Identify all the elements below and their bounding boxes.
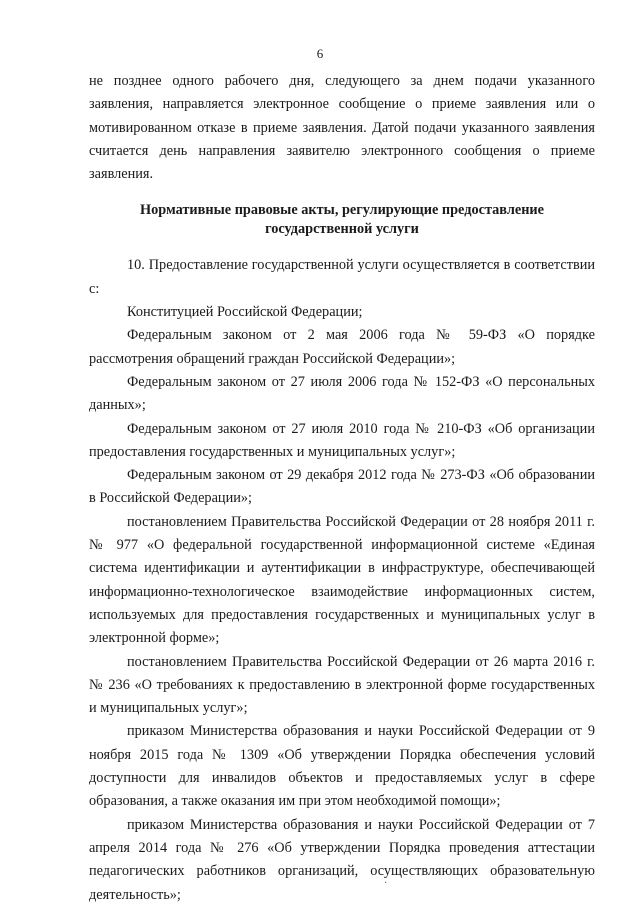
paragraph-resolution-236: постановлением Правительства Российской Федерации от 26 марта 2016 г. № 236 «О требованиях к предоставлению в электронной форме государственных и муниципальных услуг»; (89, 653, 595, 717)
section-heading-line-1: Нормативные правовые акты, регулирующие предоставление (139, 202, 545, 219)
section-heading-line-2: государственной услуги (265, 221, 419, 238)
paragraph-law-59fz: Федеральным законом от 2 мая 2006 года № 59-ФЗ «О порядке рассмотрения обращений граждан Российской Федерации»; (89, 327, 595, 367)
section-heading (89, 201, 595, 239)
document-body (89, 70, 595, 907)
paragraph-law-210fz: Федеральным законом от 27 июля 2010 года № 210-ФЗ «Об организации предоставления государственных и муниципальных услуг»; (89, 420, 595, 460)
paragraph-order-1309: приказом Министерства образования и науки Российской Федерации от 9 ноября 2015 года № 1309 «Об утверждении Порядка обеспечения условий доступности для инвалидов объектов и предоставляемых услуг в сфере образования, а также оказания им при этом необходимой помощи»; (89, 723, 595, 810)
footer-mark: · (384, 878, 388, 889)
paragraph-resolution-977: постановлением Правительства Российской Федерации от 28 ноября 2011 г. № 977 «О федеральной государственной информационной системе «Единая система идентификации и аутентификации в инфраструктуре, обеспечивающей информационно-технологическое взаимодействие информационных систем, используемых для предоставления государственных и муниципальных услуг в электронной форме»; (89, 513, 595, 647)
paragraph-10-intro: 10. Предоставление государственной услуги осуществляется в соответствии с: (89, 257, 595, 297)
paragraph-law-152fz: Федеральным законом от 27 июля 2006 года № 152-ФЗ «О персональных данных»; (89, 373, 595, 414)
paragraph-constitution: Конституцией Российской Федерации; (127, 304, 363, 321)
paragraph-law-273fz: Федеральным законом от 29 декабря 2012 года № 273-ФЗ «Об образовании в Российской Федерации»; (89, 467, 595, 507)
page-number: 6 (316, 46, 324, 61)
intro-paragraph: не позднее одного рабочего дня, следующего за днем подачи указанного заявления, направляется электронное сообщение о приеме заявления или о мотивированном отказе в приеме заявления. Датой подачи указанного заявления считается день направления заявителю электронного сообщения о приеме заявления. (89, 73, 595, 183)
paragraph-order-276: приказом Министерства образования и науки Российской Федерации от 7 апреля 2014 года № 276 «Об утверждении Порядка проведения аттестации педагогических работников организаций, осуществляющих образовательную деятельность»; (89, 816, 595, 903)
